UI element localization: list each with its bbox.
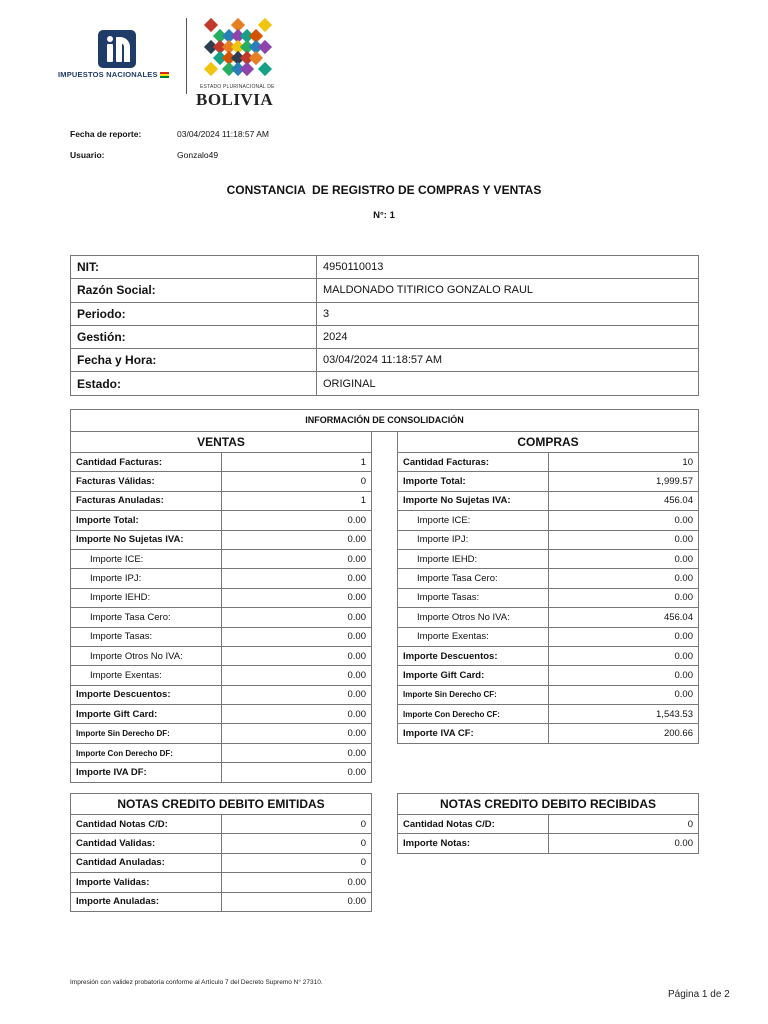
table-row	[71, 763, 372, 782]
row-value: 0.00	[549, 666, 699, 685]
info-value: 4950110013	[317, 256, 699, 279]
row-value: 0.00	[222, 569, 372, 588]
table-row	[398, 815, 699, 834]
state-logo-subtitle: ESTADO PLURINACIONAL DE	[200, 84, 275, 90]
info-label: NIT:	[71, 256, 317, 279]
row-label: Cantidad Notas C/D:	[71, 815, 222, 834]
row-value: 0.00	[549, 511, 699, 530]
row-value: 0.00	[222, 743, 372, 762]
notas-recibidas-table	[397, 793, 699, 854]
info-label: Gestión:	[71, 325, 317, 348]
row-label: Importe IEHD:	[398, 549, 549, 568]
consolidation-title: INFORMACIÓN DE CONSOLIDACIÓN	[70, 409, 699, 432]
row-label: Importe Descuentos:	[71, 685, 222, 704]
table-row	[398, 834, 699, 853]
info-value: 3	[317, 302, 699, 325]
row-label: Importe Tasa Cero:	[398, 569, 549, 588]
table-row	[71, 666, 372, 685]
row-label: Importe ICE:	[71, 549, 222, 568]
row-label: Importe Exentas:	[398, 627, 549, 646]
row-label: Importe Sin Derecho CF:	[398, 685, 549, 704]
table-row	[71, 646, 372, 665]
row-label: Cantidad Notas C/D:	[398, 815, 549, 834]
user-label: Usuario:	[70, 150, 105, 160]
table-row	[71, 627, 372, 646]
table-row	[71, 815, 372, 834]
row-value: 10	[549, 453, 699, 472]
table-row	[71, 743, 372, 762]
info-row	[71, 279, 699, 302]
agency-name: IMPUESTOS NACIONALES	[58, 70, 169, 79]
table-row	[398, 530, 699, 549]
row-label: Importe IVA DF:	[71, 763, 222, 782]
info-row	[71, 325, 699, 348]
row-label: Importe No Sujetas IVA:	[398, 491, 549, 510]
row-value: 1	[222, 453, 372, 472]
row-label: Importe Gift Card:	[71, 705, 222, 724]
row-value: 456.04	[549, 608, 699, 627]
row-label: Importe ICE:	[398, 511, 549, 530]
info-value: MALDONADO TITIRICO GONZALO RAUL	[317, 279, 699, 302]
table-row	[398, 724, 699, 743]
row-value: 456.04	[549, 491, 699, 510]
notas-recibidas-heading: NOTAS CREDITO DEBITO RECIBIDAS	[398, 794, 699, 815]
row-value: 1,999.57	[549, 472, 699, 491]
row-label: Importe Con Derecho CF:	[398, 705, 549, 724]
row-value: 0	[222, 472, 372, 491]
row-value: 1	[222, 491, 372, 510]
info-row	[71, 256, 699, 279]
row-label: Importe Con Derecho DF:	[71, 743, 222, 762]
legal-footer-note: Impresión con validez probatoria conforme al Artículo 7 del Decreto Supremo N° 27310.	[70, 979, 323, 986]
row-value: 0.00	[222, 627, 372, 646]
table-row	[398, 453, 699, 472]
row-label: Cantidad Facturas:	[398, 453, 549, 472]
table-row	[398, 608, 699, 627]
row-value: 0.00	[222, 588, 372, 607]
row-value: 0.00	[222, 666, 372, 685]
row-label: Importe Sin Derecho DF:	[71, 724, 222, 743]
row-label: Importe Validas:	[71, 873, 222, 892]
table-row	[71, 608, 372, 627]
row-value: 0.00	[549, 549, 699, 568]
row-label: Cantidad Validas:	[71, 834, 222, 853]
row-label: Importe Descuentos:	[398, 646, 549, 665]
state-logo-name: BOLIVIA	[196, 90, 274, 109]
table-row	[398, 646, 699, 665]
row-label: Importe Gift Card:	[398, 666, 549, 685]
row-value: 0.00	[222, 763, 372, 782]
notas-emitidas-table	[70, 793, 372, 912]
row-value: 0	[222, 834, 372, 853]
row-value: 0.00	[222, 724, 372, 743]
table-row	[398, 472, 699, 491]
table-row	[71, 549, 372, 568]
row-value: 0.00	[222, 608, 372, 627]
table-row	[71, 834, 372, 853]
row-label: Cantidad Anuladas:	[71, 853, 222, 872]
table-row	[71, 724, 372, 743]
table-row	[71, 472, 372, 491]
bolivia-flag-icon	[160, 72, 169, 78]
row-label: Importe Otros No IVA:	[71, 646, 222, 665]
info-label: Periodo:	[71, 302, 317, 325]
row-value: 0.00	[222, 549, 372, 568]
info-label: Fecha y Hora:	[71, 349, 317, 372]
row-value: 0.00	[222, 892, 372, 911]
row-label: Importe IPJ:	[71, 569, 222, 588]
table-row	[398, 705, 699, 724]
row-value: 0	[549, 815, 699, 834]
table-row	[71, 685, 372, 704]
row-value: 0.00	[222, 685, 372, 704]
table-row	[398, 491, 699, 510]
ventas-table	[70, 431, 372, 783]
row-label: Facturas Anuladas:	[71, 491, 222, 510]
row-label: Importe Anuladas:	[71, 892, 222, 911]
in-logo-icon	[98, 30, 136, 68]
table-row	[398, 549, 699, 568]
row-value: 0.00	[222, 646, 372, 665]
row-value: 0.00	[222, 705, 372, 724]
info-row	[71, 372, 699, 395]
estado-plurinacional-logo	[196, 16, 280, 110]
logo-divider	[186, 18, 187, 94]
table-row	[398, 685, 699, 704]
row-value: 0	[222, 815, 372, 834]
row-value: 0.00	[549, 685, 699, 704]
table-row	[71, 491, 372, 510]
info-value: 2024	[317, 325, 699, 348]
table-row	[71, 453, 372, 472]
row-value: 0.00	[222, 530, 372, 549]
row-label: Importe Total:	[71, 511, 222, 530]
row-label: Importe Tasas:	[398, 588, 549, 607]
table-row	[398, 666, 699, 685]
user-value: Gonzalo49	[177, 150, 219, 160]
row-label: Facturas Válidas:	[71, 472, 222, 491]
table-row	[398, 588, 699, 607]
row-value: 0.00	[549, 588, 699, 607]
ventas-heading: VENTAS	[71, 432, 372, 453]
table-row	[71, 853, 372, 872]
table-row	[71, 892, 372, 911]
report-date-value: 03/04/2024 11:18:57 AM	[177, 129, 270, 139]
row-label: Importe Tasas:	[71, 627, 222, 646]
document-title: CONSTANCIA DE REGISTRO DE COMPRAS Y VENTAS	[226, 183, 542, 197]
table-row	[71, 705, 372, 724]
info-label: Razón Social:	[71, 279, 317, 302]
report-date-label: Fecha de reporte:	[70, 129, 142, 139]
table-row	[71, 530, 372, 549]
info-value: 03/04/2024 11:18:57 AM	[317, 349, 699, 372]
row-value: 1,543.53	[549, 705, 699, 724]
table-row	[71, 873, 372, 892]
chakana-emblem-icon	[204, 16, 268, 80]
page-number: Página 1 de 2	[668, 989, 730, 1000]
table-row	[398, 569, 699, 588]
row-label: Importe IVA CF:	[398, 724, 549, 743]
row-value: 200.66	[549, 724, 699, 743]
table-row	[398, 627, 699, 646]
row-label: Importe IEHD:	[71, 588, 222, 607]
compras-heading: COMPRAS	[398, 432, 699, 453]
row-label: Importe Exentas:	[71, 666, 222, 685]
taxpayer-info-table	[70, 255, 699, 396]
table-row	[71, 511, 372, 530]
impuestos-nacionales-logo	[56, 28, 178, 84]
row-value: 0.00	[222, 511, 372, 530]
row-value: 0.00	[549, 569, 699, 588]
info-label: Estado:	[71, 372, 317, 395]
row-label: Importe Tasa Cero:	[71, 608, 222, 627]
notas-emitidas-heading: NOTAS CREDITO DEBITO EMITIDAS	[71, 794, 372, 815]
row-label: Importe IPJ:	[398, 530, 549, 549]
row-value: 0.00	[549, 834, 699, 853]
row-label: Importe Total:	[398, 472, 549, 491]
info-value: ORIGINAL	[317, 372, 699, 395]
row-value: 0.00	[222, 873, 372, 892]
compras-table	[397, 431, 699, 744]
row-label: Importe Otros No IVA:	[398, 608, 549, 627]
row-label: Importe Notas:	[398, 834, 549, 853]
info-row	[71, 349, 699, 372]
table-row	[71, 588, 372, 607]
info-row	[71, 302, 699, 325]
row-value: 0.00	[549, 627, 699, 646]
document-number: N°: 1	[373, 210, 395, 221]
table-row	[398, 511, 699, 530]
row-label: Importe No Sujetas IVA:	[71, 530, 222, 549]
row-value: 0	[222, 853, 372, 872]
table-row	[71, 569, 372, 588]
row-value: 0.00	[549, 530, 699, 549]
row-value: 0.00	[549, 646, 699, 665]
row-label: Cantidad Facturas:	[71, 453, 222, 472]
